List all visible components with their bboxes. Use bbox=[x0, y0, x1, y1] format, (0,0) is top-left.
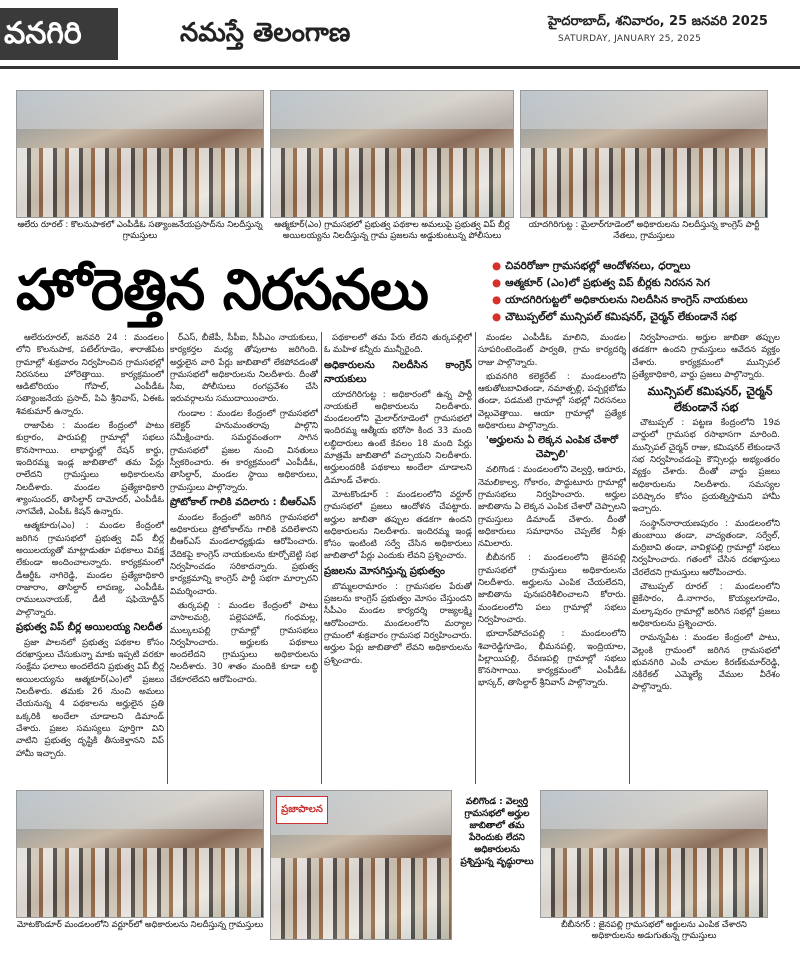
subheading: ప్రోటోకాల్ గాలికి వదిలారు : బీఆర్ఎస్ bbox=[170, 496, 316, 508]
photo-atmakur bbox=[270, 90, 514, 218]
subheading: అధికారులను నిలదీసిన కాంగ్రెస్ నాయకులు bbox=[324, 359, 472, 385]
section-title: వనగిరి bbox=[0, 8, 118, 60]
newspaper-brand: నమస్తే తెలంగాణ bbox=[180, 18, 351, 48]
photo-caption: మోటకొండూర్ మండలంలోని వర్టూర్‌లో అధికారులను నిలదీస్తున్న గ్రామస్తులు bbox=[16, 920, 264, 930]
article-column-4 bbox=[478, 332, 626, 784]
article-column-1 bbox=[16, 332, 164, 784]
bullet-item: ● చౌటుప్పల్‌లో మున్సిపల్ కమిషనర్, చైర్మన్ లేకుండానే సభ bbox=[492, 311, 737, 323]
paragraph: సంస్థాన్‌నారాయణపురం : మండలంలోని తుంబాయి తండా, వాచ్యతండా, సర్వేల్, మర్రిబావి తండా, వావిళ్లపల్లి గ్రామాల్లో సభలు నిర్వహించారు. గతంలో చేసిన దరఖాస్తులు చేరలేదని గ్రామస్తులు ఆరోపించారు. bbox=[632, 518, 780, 578]
subheading: ప్రజలను మోసగిస్తున్న ప్రభుత్వం bbox=[324, 565, 445, 577]
photo-kolanupaka bbox=[16, 90, 264, 218]
paragraph: గుండాల : మండల కేంద్రంలో గ్రామసభలో కలెక్టర్ హనుమంతరావు పాల్గొని సమీక్షించారు. సమర్థవంతంగా సాగిన గ్రామసభలో ప్రజల నుంచి వినతులు స్వీకరించారు. ఈ కార్యక్రమంలో ఎంపీడీఓ, తాసిల్దార్, మండల స్థాయి అధికారులు, గ్రామస్తులు పాల్గొన్నారు. bbox=[170, 408, 318, 493]
paragraph: ర్‌ఎస్, బీజేపీ, సీపీఐ, సీపీఎం నాయకులు, కార్యకర్తల మధ్య తోపులాట జరిగింది. అర్హులైన వారి పేర్లు జాబితాలో లేకపోవడంతో గ్రామసభలో అధికారులను నిలదీశారు. దీంతో సీఐ, పోలీసులు రంగప్రవేశం చేసి ఇరువర్గాలను సముదాయించారు. bbox=[170, 333, 318, 405]
article-column-3 bbox=[324, 332, 472, 784]
paragraph: ప్రజా పాలనలో ప్రభుత్వ పథకాల కోసం దరఖాస్తులు చేసుకున్నా మాకు ఇప్పటి వరకూ సంక్షేమ ఫలాలు అందలేదని ప్రభుత్వ విప్ బీర్ల అయిలయ్యను ఆత్మకూర్(ఎం)లో ప్రజలు నిలదీశారు. తమకు 26 నుంచి అమలు చేయనున్న 4 పథకాలను అర్హులైన ప్రతి ఒక్కరికి అందేలా చూడాలని డిమాండ్ చేశారు. ప్రజల సమస్యలు పూర్తిగా విని వాటిని ప్రభుత్వ దృష్టికి తీసుకెళ్తానని విప్ హామీ ఇచ్చారు. bbox=[16, 637, 164, 759]
paragraph: నిర్వహించారు. అర్హుల జాబితా తప్పుల తడకగా ఉందని గ్రామస్తులు ఆవేదన వ్యక్తం చేశారు. కార్యక్రమంలో మున్సిపల్ ప్రత్యేకాధికారి, వార్డు ప్రజలు పాల్గొన్నారు. bbox=[632, 333, 780, 380]
subheading: మున్సిపల్ కమిషనర్, చైర్మన్ లేకుండానే సభ bbox=[647, 384, 773, 415]
paragraph: బీబీనగర్ : మండలంలోని జైనపల్లి గ్రామసభలో గ్రామస్తులు అధికారులను నిలదీశారు. అర్హులను ఎంపిక చేయలేదని, జాబితాను పునఃపరిశీలించాలని కోరారు. మండలంలోని పలు గ్రామాల్లో సభలు నిర్వహించారు. bbox=[478, 553, 626, 625]
photo-vartur bbox=[16, 790, 264, 918]
paragraph: పథకాలలో తమ పేరు లేదని తుర్కపల్లిలో ఓ మహిళ కన్నీరు మున్నీరైంది. bbox=[324, 333, 472, 356]
photo-caption: ఆత్మకూర్(ఎం) గ్రామసభలో ప్రభుత్వ పథకాల అమలుపై ప్రభుత్వ విప్ బీర్ల అయిలయ్యను నిలదీస్తున్న గ్రామ ప్రజలను అడ్డుకుంటున్న పోలీసులు bbox=[274, 220, 510, 241]
paragraph: మోటకొండూర్ : మండలంలోని వర్టూర్ గ్రామసభలో ప్రజలు ఆందోళన చేపట్టారు. అర్హుల జాబితా తప్పుల తడకగా ఉందని అధికారులను నిలదీశారు. ఇందిరమ్మ ఇండ్ల కోసం ఇంటింటి సర్వే చేసిన అధికారులు జాబితాలో పేర్లు ఎందుకు లేవని ప్రశ్నించారు. bbox=[324, 489, 472, 562]
article-column-5 bbox=[632, 332, 780, 784]
dateline-telugu: హైదరాబాద్, శనివారం, 25 జనవరి 2025 bbox=[548, 14, 768, 29]
paragraph: చౌటుప్పల్ రూరల్ : మండలంలోని జైకేసారం, డి.నాగారం, కొయ్యలగూడెం, మల్కాపురం గ్రామాల్లో జరిగిన సభల్లో ప్రజలు అధికారులను ప్రశ్నించారు. bbox=[632, 582, 780, 629]
paragraph: రాజాపేట : మండల కేంద్రంలో పాటు కుర్రారం, పారుపల్లి గ్రామాల్లో సభలు కొనసాగాయి. లాభార్థుల్లో రేషన్ కార్డు, ఇందిరమ్మ ఇండ్ల జాబితాలో తమ పేర్లు రాలేదని గ్రామస్తులు అధికారులను నిలదీశారు. మండల ప్రత్యేకాధికారి శ్యాంసుందర్, తాసిల్దార్ దామోదర్, ఎంపీడీఓ నాగవేణి, ఎంపీఓ కిషన్ ఉన్నారు. bbox=[16, 421, 164, 518]
photo-caption: బీబీనగర్ : జైనపల్లి గ్రామసభలో అర్జులను ఎంపిక చేశారని అధికారులను అడుగుతున్న గ్రామస్తులు bbox=[561, 920, 747, 941]
bullet-item: ● చివరిరోజూ గ్రామసభల్లో ఆందోళనలు, ధర్నాలు bbox=[492, 260, 691, 272]
photo-caption: యాదగిరిగుట్ట : మైలార్‌గూడెంలో అధికారులను నిలదీస్తున్న కాంగ్రెస్ పార్టీ నేతలు, గ్రామస్తులు bbox=[528, 220, 760, 241]
photo-yadagirigutta bbox=[520, 90, 768, 218]
masthead bbox=[0, 0, 800, 69]
paragraph: బొమ్మలరామారం : గ్రామసభల పేరుతో ప్రజలను కాంగ్రెస్ ప్రభుత్వం మోసం చేస్తుందని సీపీఎం మండల కార్యదర్శి రాజ్యలక్ష్మి ఆరోపించారు. మండలంలోని మర్యాల గ్రామంలో శుక్రవారం గ్రామసభ నిర్వహించారు. అర్హుల పేర్లు జాబితాలో లేవని అధికారులను ప్రశ్నించారు. bbox=[324, 581, 472, 666]
paragraph: రామన్నపేట : మండల కేంద్రంలో పాటు, వెల్లంకి గ్రామంలో జరిగిన గ్రామసభలో భువనగిరి ఎంపీ చామల కిరణ్‌కుమార్‌రెడ్డి, నకిరేకల్ ఎమ్మెల్యే వేముల వీరేశం పాల్గొన్నారు. bbox=[632, 633, 780, 693]
paragraph: చౌటుప్పల్ : పట్టణ కేంద్రంలోని 19వ వార్డులో గ్రామసభ రసాభాసగా మారింది. మున్సిపల్ చైర్మన్ రాజు, కమిషనర్ లేకుండానే సభ నిర్వహించడంపై కౌన్సిలర్లు అభ్యంతరం వ్యక్తం చేశారు. దీంతో వార్డు ప్రజలు అధికారులను నిలదీశారు. సమస్యల పరిష్కారం కోసం ప్రయత్నిస్తామని హామీ ఇచ్చారు. bbox=[632, 418, 780, 515]
paragraph: ఆలేరురూరల్, జనవరి 24 : మండలం లోని కొలనుపాక, పటేల్‌గూడెం, శారాజీపేట గ్రామాల్లో శుక్రవారం నిర్వహించిన గ్రామసభల్లో నిరసనలు హోరెత్తాయి. కార్యక్రమంలో ఆడిటోరియం గోపాల్, ఎంపీడీఓ సత్యాంజనేయ ప్రసాద్, పిఏ శ్రీనివాస్, ఏఈఓ శివకుమార్ ఉన్నారు. bbox=[16, 333, 164, 417]
paragraph: వలిగొండ : మండలంలోని వెల్వర్తి, ఆరూరు, నెమలికాల్వ, గోకారం, పొద్దుటూరు గ్రామాల్లో గ్రామసభలు నిర్వహించారు. అర్హుల జాబితాను ఏ లెక్కన ఎంపిక చేశారో చెప్పాలని గ్రామస్తులు డిమాండ్ చేశారు. దీంతో అధికారులు సమాధానం చెప్పలేక నీళ్లు నమిలారు. bbox=[478, 465, 626, 550]
photo-caption: ఆలేరు రూరల్ : కొలనుపాకలో ఎంపీడీఓ సత్యాంజనేయప్రసాద్‌ను నిలదీస్తున్న గ్రామస్తులు bbox=[17, 220, 263, 241]
subheading: 'అర్హులను ఏ లెక్కన ఎంపిక చేశారో చెప్పాలి' bbox=[485, 435, 619, 461]
photo-jainapalli bbox=[540, 790, 768, 918]
paragraph: ఆత్మకూరు(ఎం) : మండల కేంద్రంలో జరిగిన గ్రామసభలో ప్రభుత్వ విప్ బీర్ల అయిలయ్యతో మాట్లాడుతూ పథకాలు వివక్ష లేకుండా అందించాలన్నారు. కార్యక్రమంలో డీఆర్డీఓ నాగిరెడ్డి, మండల ప్రత్యేకాధికారి రాజారాం, తాసిల్దార్ లావణ్య, ఎంపీడీఓ రాములునాయక్, డీటీ షఫియోద్దీన్ పాల్గొన్నారు. bbox=[16, 521, 164, 618]
paragraph: మండల కేంద్రంలో జరిగిన గ్రామసభలో అధికారులు ప్రోటోకాల్‌ను గాలికి వదిలేశారని బీఆర్ఎస్ మండలాధ్యక్షుడు ఆరోపించారు. వేదికపై కాంగ్రెస్ నాయకులను కూర్చోబెట్టి సభ నిర్వహించడం సరికాదన్నారు. ప్రభుత్వ కార్యక్రమాన్ని కాంగ్రెస్ పార్టీ సభగా మార్చారని విమర్శించారు. bbox=[170, 512, 318, 597]
paragraph: తుర్కపల్లి : మండల కేంద్రంలో పాటు వాసాలమర్రి, పల్లెపహాడ్, గంధమల్ల, ముల్కలపల్లి గ్రామాల్లో గ్రామసభలు నిర్వహించారు. అర్హులకు పథకాలు అందలేదని గ్రామస్తులు అధికారులను నిలదీశారు. 30 శాతం మందికి కూడా లబ్ధి చేకూరలేదని ఆరోపించారు. bbox=[170, 600, 318, 685]
prajapalana-logo: ప్రజాపాలన bbox=[276, 796, 328, 824]
article-column-2 bbox=[170, 332, 318, 784]
bullet-list bbox=[492, 258, 792, 326]
paragraph: భువనగిరి కలెక్టరేట్ : మండలంలోని ఆకుతోటబావితండా, నమాత్పల్లి, పచ్చర్లబోడు తండా, పడమటి గ్రామాల్లో సభల్లో నిరసనలు వెల్లువెత్తాయి. ఆయా గ్రామాల్లో ప్రత్యేక అధికారులు పాల్గొన్నారు. bbox=[478, 371, 626, 432]
bullet-item: ● ఆత్మకూర్ (ఎం)లో ప్రభుత్వ విప్ బీర్లకు నిరసన సెగ bbox=[492, 277, 710, 289]
side-photo-caption: వలిగొండ : వెల్వర్తి గ్రామసభలో అర్హుల జాబితాలో తమ పేరెందుకు లేదని అధికారులను ప్రశ్నిస్తున్న వృద్ధురాలు bbox=[460, 797, 534, 867]
paragraph: భూదాన్‌పోచంపల్లి : మండలంలోని శివారెడ్డిగూడెం, భీమనపల్లి, ఇంద్రియాల, పిల్లాయిపల్లి, రేవణపల్లి గ్రామాల్లో సభలు కొనసాగాయి. కార్యక్రమంలో ఎంపీడీఓ భాస్కర్, తాసిల్దార్ శ్రీనివాస్ పాల్గొన్నారు. bbox=[478, 629, 626, 689]
subheading: ప్రభుత్వ విప్ బీర్ల అయిలయ్య నిలదీత bbox=[16, 621, 163, 633]
headline: హోరెత్తిన నిరసనలు bbox=[16, 258, 428, 323]
dateline-english: SATURDAY, JANUARY 25, 2025 bbox=[558, 34, 702, 44]
paragraph: మండల ఎంపీడీఓ మాలిని, మండల సూపరింటెండెంట్ పార్వతి, గ్రామ కార్యదర్శి రాజు పాల్గొన్నారు. bbox=[478, 333, 626, 368]
paragraph: యాదగిరిగుట్ట : అధికారంలో ఉన్న పార్టీ నాయకులే అధికారులను నిలదీశారు. మండలంలోని మైలార్‌గూడెంలో గ్రామసభలో ఇందిరమ్మ ఆత్మీయ భరోసా కింద 33 మంది లబ్ధిదారులు ఉంటే కేవలం 18 మంది పేర్లు మాత్రమే జాబితాలో వచ్చాయని నిలదీశారు. అర్హులందరికీ పథకాలు అందేలా చూడాలని డిమాండ్ చేశారు. bbox=[324, 389, 472, 486]
bullet-item: ● యాదగిరిగుట్టలో అధికారులను నిలదీసిన కాంగ్రెస్ నాయకులు bbox=[492, 294, 748, 306]
